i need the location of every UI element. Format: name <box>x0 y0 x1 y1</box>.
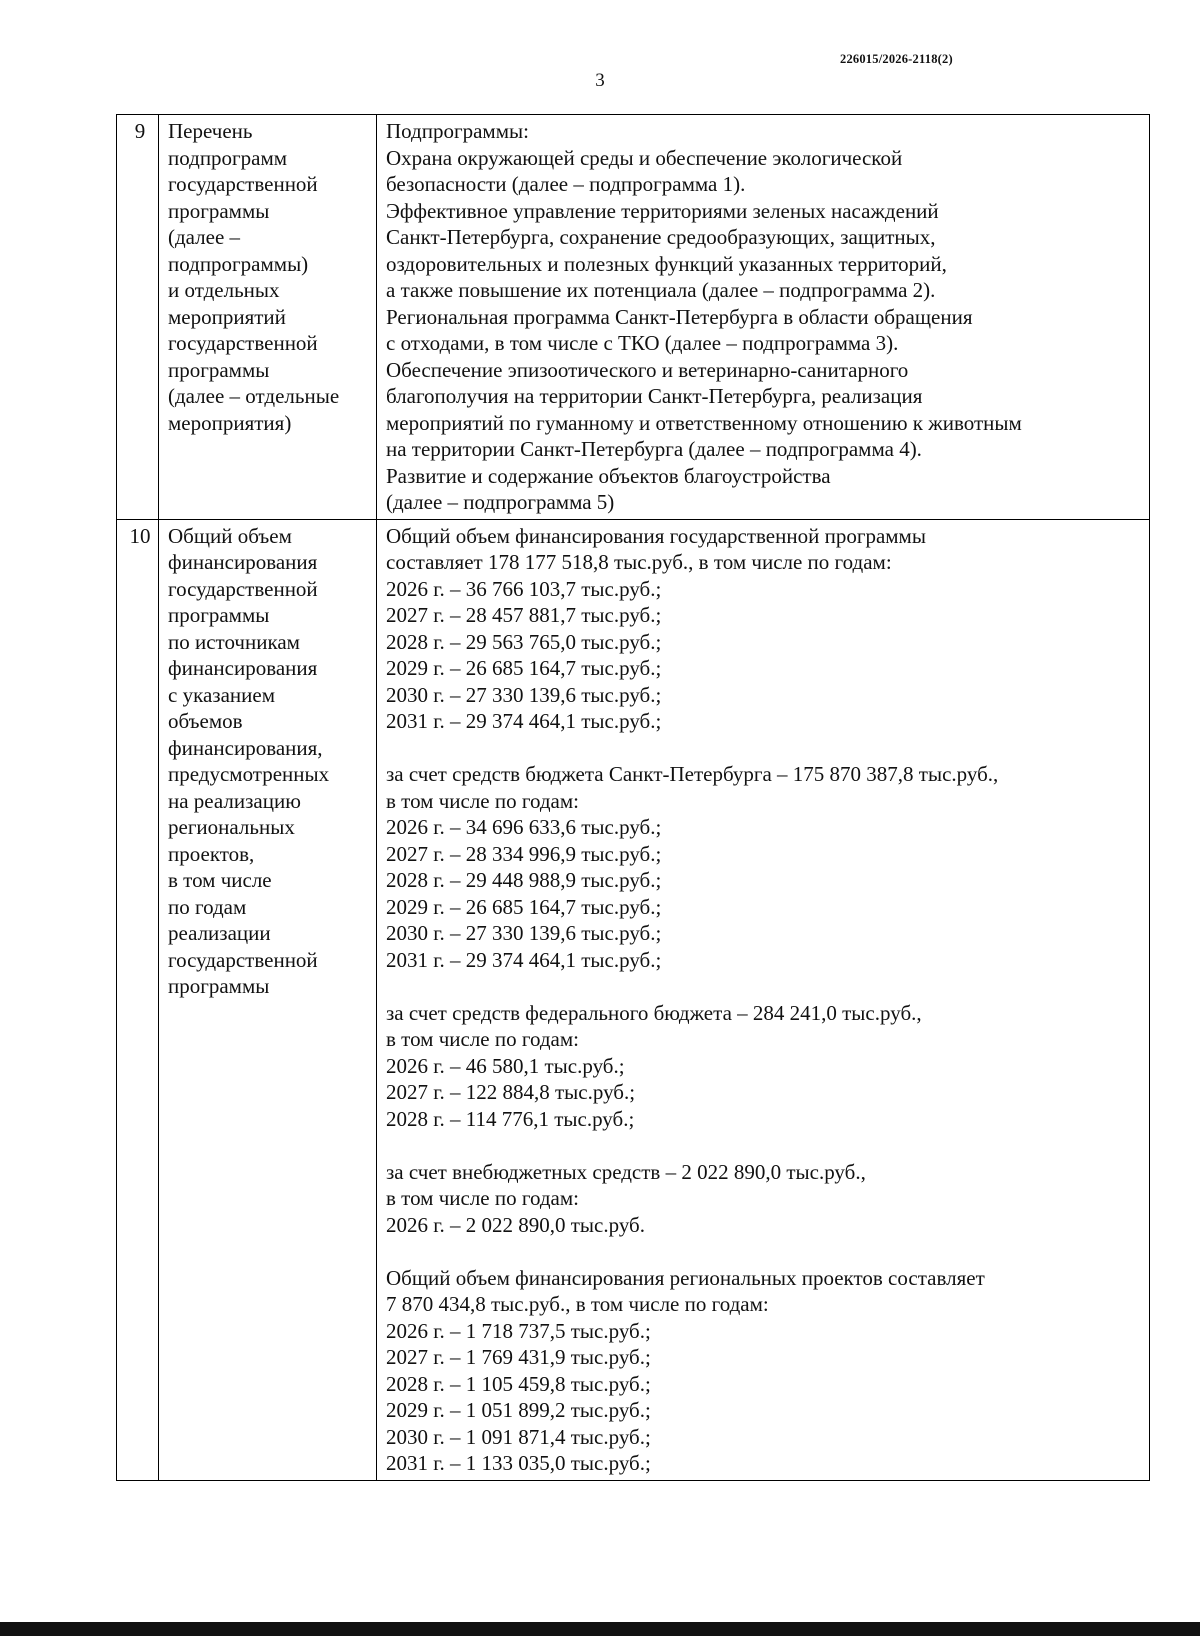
table-row <box>117 115 1150 520</box>
blank-line <box>386 1238 1145 1265</box>
text-line: Региональная программа Санкт-Петербурга в области обращения <box>386 304 973 329</box>
text-line: 2030 г. – 27 330 139,6 тыс.руб.; <box>386 682 662 707</box>
text-line: а также повышение их потенциала (далее – подпрограмма 2). <box>386 278 936 302</box>
text-line: на реализацию <box>168 788 301 813</box>
text-line: Охрана окружающей среды и обеспечение экологической <box>386 145 903 170</box>
text-line: финансирования <box>168 656 318 680</box>
text-line: программы <box>168 198 270 223</box>
text-line: 2026 г. – 34 696 633,6 тыс.руб.; <box>386 815 662 839</box>
blank-line <box>386 1132 1145 1159</box>
text-line: 2029 г. – 26 685 164,7 тыс.руб.; <box>386 894 662 919</box>
text-line: с отходами, в том числе с ТКО (далее – подпрограмма 3). <box>386 331 899 355</box>
text-line: 2031 г. – 29 374 464,1 тыс.руб.; <box>386 947 662 972</box>
text-line: мероприятия) <box>168 410 292 435</box>
blank-line <box>386 735 1145 762</box>
text-line: Развитие и содержание объектов благоустройства <box>386 463 831 488</box>
text-line: 2027 г. – 28 334 996,9 тыс.руб.; <box>386 841 662 866</box>
text-line: благополучия на территории Санкт-Петербурга, реализация <box>386 384 923 408</box>
text-line: государственной <box>168 576 318 601</box>
text-line: на территории Санкт-Петербурга (далее – подпрограмма 4). <box>386 437 922 461</box>
text-line: 2026 г. – 2 022 890,0 тыс.руб. <box>386 1212 645 1237</box>
text-line: реализации <box>168 921 271 945</box>
text-line: 7 870 434,8 тыс.руб., в том числе по годам: <box>386 1292 769 1316</box>
text-line: в том числе по годам: <box>386 788 579 813</box>
text-line: оздоровительных и полезных функций указанных территорий, <box>386 251 947 276</box>
program-passport-table <box>116 114 1150 1481</box>
text-line: составляет 178 177 518,8 тыс.руб., в том числе по годам: <box>386 550 892 574</box>
text-line: 2029 г. – 1 051 899,2 тыс.руб.; <box>386 1398 651 1422</box>
text-line: за счет средств бюджета Санкт-Петербурга – 175 870 387,8 тыс.руб., <box>386 762 999 786</box>
text-line: государственной <box>168 172 318 196</box>
parameter-value <box>377 115 1150 520</box>
text-line: за счет внебюджетных средств – 2 022 890,0 тыс.руб., <box>386 1159 866 1184</box>
blank-line <box>386 973 1145 1000</box>
scan-edge-bar <box>0 1622 1200 1636</box>
parameter-value <box>377 519 1150 1480</box>
text-line: 2031 г. – 1 133 035,0 тыс.руб.; <box>386 1451 651 1475</box>
text-line: безопасности (далее – подпрограмма 1). <box>386 172 746 196</box>
text-line: финансирования, <box>168 735 323 760</box>
text-line: (далее – подпрограмма 5) <box>386 490 615 514</box>
text-line: 2028 г. – 29 563 765,0 тыс.руб.; <box>386 629 662 654</box>
page-number: 3 <box>595 70 605 91</box>
table-row <box>117 519 1150 1480</box>
text-line: в том числе по годам: <box>386 1186 579 1210</box>
text-line: в том числе по годам: <box>386 1027 579 1051</box>
text-line: и отдельных <box>168 278 280 302</box>
text-line: по источникам <box>168 629 300 654</box>
text-line: (далее – отдельные <box>168 384 340 408</box>
document-number: 226015/2026-2118(2) <box>840 52 953 66</box>
text-line: предусмотренных <box>168 762 330 786</box>
text-line: финансирования <box>168 550 318 574</box>
text-line: 2030 г. – 1 091 871,4 тыс.руб.; <box>386 1424 651 1449</box>
text-line: программы <box>168 357 270 382</box>
text-line: Общий объем <box>168 523 292 548</box>
text-line: мероприятий по гуманному и ответственному отношению к животным <box>386 410 1022 435</box>
text-line: Перечень <box>168 119 253 143</box>
text-line: 2026 г. – 1 718 737,5 тыс.руб.; <box>386 1318 651 1343</box>
text-line: государственной <box>168 331 318 355</box>
text-line: 2027 г. – 28 457 881,7 тыс.руб.; <box>386 603 662 627</box>
text-line: Подпрограммы: <box>386 119 529 143</box>
text-line: региональных <box>168 815 295 839</box>
parameter-name <box>159 519 377 1480</box>
row-number: 9 <box>117 115 159 520</box>
text-line: Общий объем финансирования региональных проектов составляет <box>386 1265 985 1290</box>
row-number: 10 <box>117 519 159 1480</box>
text-line: Обеспечение эпизоотического и ветеринарно-санитарного <box>386 357 909 382</box>
text-line: подпрограммы) <box>168 251 309 276</box>
text-line: Общий объем финансирования государственной программы <box>386 523 926 548</box>
text-line: по годам <box>168 894 247 919</box>
text-line: за счет средств федерального бюджета – 284 241,0 тыс.руб., <box>386 1000 922 1025</box>
text-line: подпрограмм <box>168 145 288 170</box>
text-line: проектов, <box>168 841 255 866</box>
text-line: государственной <box>168 947 318 972</box>
text-line: Эффективное управление территориями зеленых насаждений <box>386 198 939 223</box>
text-line: 2028 г. – 1 105 459,8 тыс.руб.; <box>386 1371 651 1396</box>
text-line: 2026 г. – 36 766 103,7 тыс.руб.; <box>386 576 662 601</box>
text-line: 2030 г. – 27 330 139,6 тыс.руб.; <box>386 921 662 945</box>
text-line: Санкт-Петербурга, сохранение средообразующих, защитных, <box>386 225 936 249</box>
text-line: с указанием <box>168 682 275 707</box>
text-line: 2026 г. – 46 580,1 тыс.руб.; <box>386 1053 625 1078</box>
text-line: объемов <box>168 709 243 733</box>
text-line: 2031 г. – 29 374 464,1 тыс.руб.; <box>386 709 662 733</box>
text-line: 2027 г. – 122 884,8 тыс.руб.; <box>386 1080 636 1104</box>
text-line: 2027 г. – 1 769 431,9 тыс.руб.; <box>386 1345 651 1369</box>
text-line: в том числе <box>168 868 272 892</box>
text-line: 2028 г. – 29 448 988,9 тыс.руб.; <box>386 868 662 892</box>
text-line: (далее – <box>168 225 241 249</box>
text-line: 2028 г. – 114 776,1 тыс.руб.; <box>386 1106 635 1131</box>
text-line: программы <box>168 603 270 627</box>
parameter-name <box>159 115 377 520</box>
text-line: программы <box>168 974 270 998</box>
text-line: мероприятий <box>168 304 286 329</box>
text-line: 2029 г. – 26 685 164,7 тыс.руб.; <box>386 656 662 680</box>
